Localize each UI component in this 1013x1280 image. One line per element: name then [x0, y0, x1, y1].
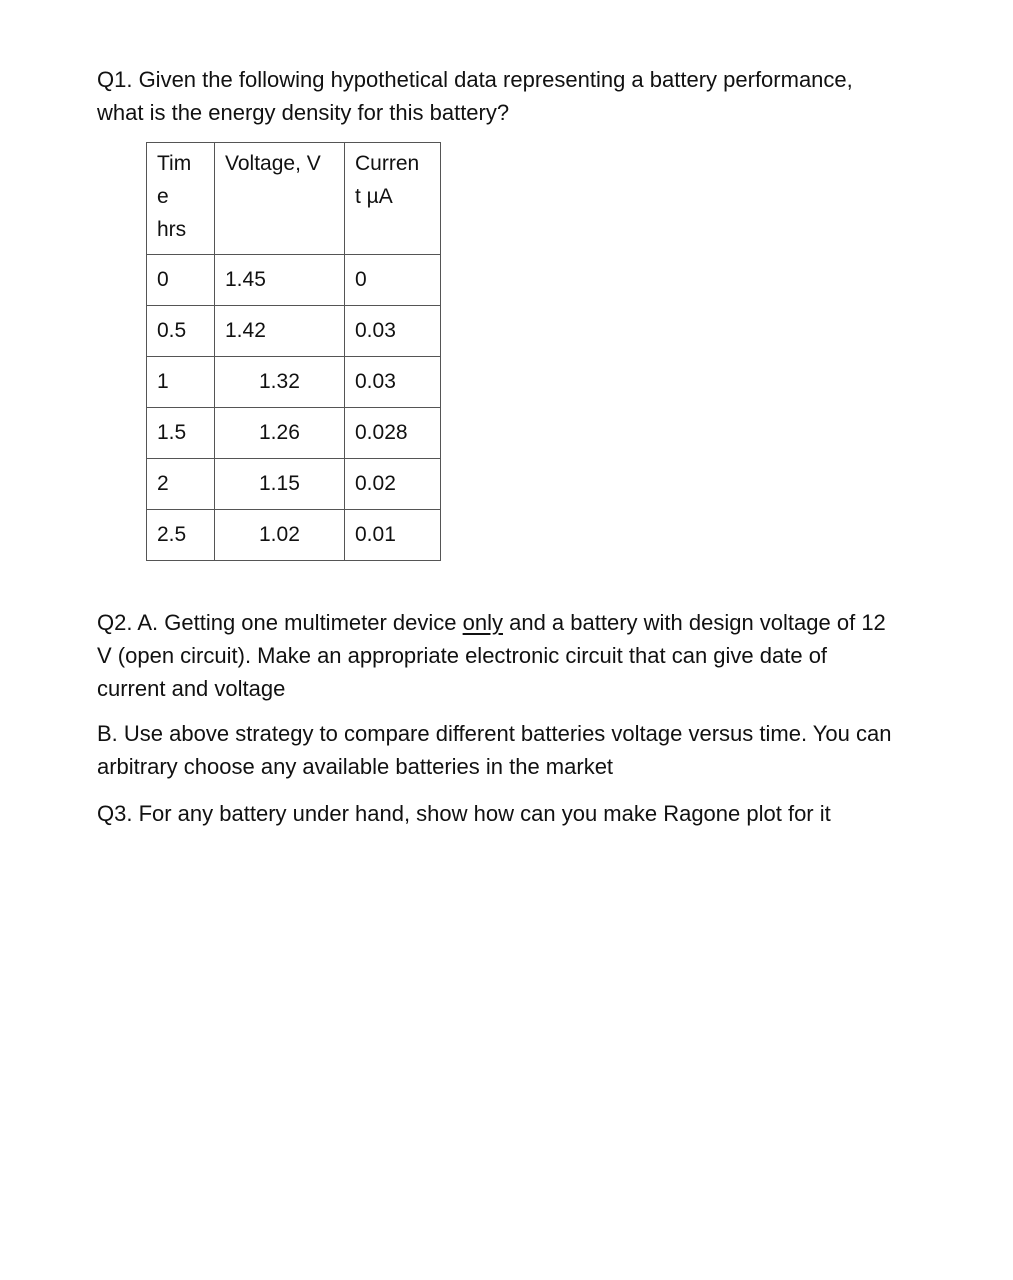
- table-row: [147, 306, 441, 357]
- cell-time: 1: [147, 357, 215, 408]
- table-row: [147, 408, 441, 459]
- header-current: Curren t µA: [345, 143, 441, 255]
- cell-current: 0.01: [345, 510, 441, 561]
- cell-time: 0: [147, 255, 215, 306]
- cell-time: 2.5: [147, 510, 215, 561]
- battery-data-table: [146, 142, 441, 561]
- table-row: [147, 255, 441, 306]
- question-2b-text: B. Use above strategy to compare different batteries voltage versus time. You can arbitrary choose any available batteries in the market: [97, 721, 892, 779]
- cell-voltage: 1.32: [215, 357, 345, 408]
- cell-voltage: 1.02: [215, 510, 345, 561]
- cell-current: 0.02: [345, 459, 441, 510]
- question-1-text: Q1. Given the following hypothetical data representing a battery performance, what is the energy density for this battery?: [97, 67, 853, 125]
- question-3-text: Q3. For any battery under hand, show how can you make Ragone plot for it: [97, 801, 831, 826]
- header-time-hrs: Tim e hrs: [147, 143, 215, 255]
- question-2a-text: [97, 606, 957, 705]
- cell-voltage: 1.42: [215, 306, 345, 357]
- header-voltage: Voltage, V: [215, 143, 345, 255]
- cell-time: 2: [147, 459, 215, 510]
- cell-current: 0.03: [345, 357, 441, 408]
- cell-current: 0.03: [345, 306, 441, 357]
- cell-voltage: 1.45: [215, 255, 345, 306]
- cell-time: 1.5: [147, 408, 215, 459]
- cell-current: 0.028: [345, 408, 441, 459]
- cell-voltage: 1.15: [215, 459, 345, 510]
- question-2a-before: Q2. A. Getting one multimeter device: [97, 610, 463, 635]
- table-row: [147, 459, 441, 510]
- cell-current: 0: [345, 255, 441, 306]
- question-2a-after: and a battery with design voltage of 12 V (open circuit). Make an appropriate electronic circuit that can give date of current and voltage: [97, 610, 886, 701]
- table-row: [147, 357, 441, 408]
- question-2a-underlined-only: only: [462, 610, 503, 635]
- cell-time: 0.5: [147, 306, 215, 357]
- table-header-row: [147, 143, 441, 255]
- cell-voltage: 1.26: [215, 408, 345, 459]
- table-row: [147, 510, 441, 561]
